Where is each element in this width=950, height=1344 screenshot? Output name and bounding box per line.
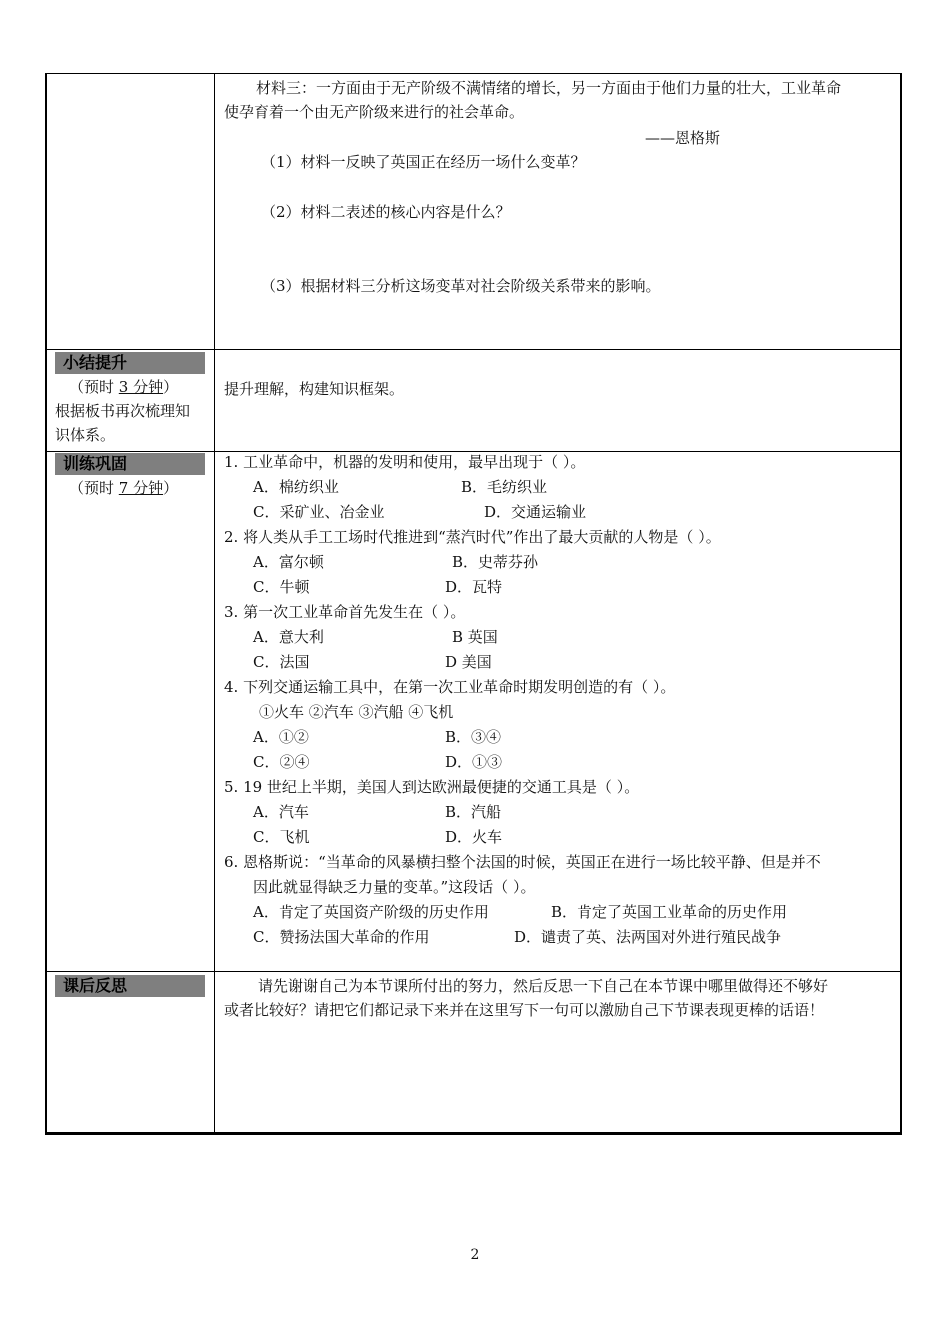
practice-q6-option-b: B．肯定了英国工业革命的历史作用 bbox=[551, 903, 788, 921]
practice-q3-stem: 3. 第一次工业革命首先发生在（ ）。 bbox=[224, 603, 466, 621]
practice-q2-option-b: B．史蒂芬孙 bbox=[452, 553, 539, 571]
row-divider-reflection bbox=[47, 971, 900, 972]
practice-q5-stem: 5. 19 世纪上半期，美国人到达欧洲最便捷的交通工具是（ ）。 bbox=[224, 778, 640, 796]
practice-q5-option-b: B．汽船 bbox=[445, 803, 502, 821]
lesson-table bbox=[45, 73, 902, 1135]
practice-q1-option-b: B．毛纺织业 bbox=[461, 478, 548, 496]
material3-line1: 材料三：一方面由于无产阶级不满情绪的增长，另一方面由于他们力量的壮大，工业革命 bbox=[256, 79, 842, 97]
summary-time-prefix: （预时 bbox=[69, 378, 119, 396]
practice-q4-stem: 4. 下列交通运输工具中，在第一次工业革命时期发明创造的有（ ）。 bbox=[224, 678, 676, 696]
practice-q2-option-c: C．牛顿 bbox=[253, 578, 310, 596]
practice-q4-option-a: A．①② bbox=[253, 728, 309, 746]
material3-source: ——恩格斯 bbox=[645, 129, 721, 147]
practice-q1-option-c: C．采矿业、冶金业 bbox=[253, 503, 385, 521]
summary-time-value: 3 分钟 bbox=[118, 378, 164, 396]
practice-q3-option-b: B 英国 bbox=[452, 628, 498, 646]
practice-q2-option-a: A．富尔顿 bbox=[253, 553, 324, 571]
practice-q3-option-c: C．法国 bbox=[253, 653, 310, 671]
practice-q4-items: ①火车 ②汽车 ③汽船 ④飞机 bbox=[259, 703, 454, 721]
summary-desc-line1: 根据板书再次梳理知 bbox=[55, 402, 191, 420]
practice-q1-option-a: A．棉纺织业 bbox=[253, 478, 339, 496]
practice-q5-option-d: D．火车 bbox=[445, 828, 503, 846]
practice-q4-option-b: B．③④ bbox=[445, 728, 502, 746]
question-3: （3）根据材料三分析这场变革对社会阶级关系带来的影响。 bbox=[261, 277, 661, 295]
practice-time-prefix: （预时 bbox=[69, 479, 119, 497]
practice-label: 训练巩固 bbox=[55, 453, 205, 475]
reflection-line1: 请先谢谢自己为本节课所付出的努力，然后反思一下自己在本节课中哪里做得还不够好 bbox=[258, 977, 829, 995]
practice-q4-option-c: C．②④ bbox=[253, 753, 310, 771]
material3-line2: 使孕育着一个由无产阶级来进行的社会革命。 bbox=[224, 103, 525, 121]
question-2: （2）材料二表述的核心内容是什么？ bbox=[261, 203, 511, 221]
page-number: 2 bbox=[470, 1247, 480, 1263]
practice-q6-option-d: D．谴责了英、法两国对外进行殖民战争 bbox=[514, 928, 782, 946]
practice-q1-stem: 1. 工业革命中，机器的发明和使用，最早出现于（ ）。 bbox=[224, 453, 586, 471]
practice-q1-option-d: D．交通运输业 bbox=[484, 503, 587, 521]
practice-q6-stem-line2: 因此就显得缺乏力量的变革。”这段话（ ）。 bbox=[253, 878, 536, 896]
question-1: （1）材料一反映了英国正在经历一场什么变革？ bbox=[261, 153, 586, 171]
practice-q2-stem: 2. 将人类从手工工场时代推进到“蒸汽时代”作出了最大贡献的人物是（ ）。 bbox=[224, 528, 721, 546]
practice-q3-option-a: A．意大利 bbox=[253, 628, 324, 646]
practice-q4-option-d: D．①③ bbox=[445, 753, 503, 771]
summary-desc-line2: 识体系。 bbox=[55, 426, 116, 444]
row-divider-summary bbox=[47, 349, 900, 350]
reflection-label: 课后反思 bbox=[55, 975, 205, 997]
reflection-line2: 或者比较好？请把它们都记录下来并在这里写下一句可以激励自己下节课表现更棒的话语！ bbox=[224, 1001, 825, 1019]
practice-q2-option-d: D．瓦特 bbox=[445, 578, 503, 596]
practice-time-value: 7 分钟 bbox=[118, 479, 164, 497]
practice-q5-option-a: A．汽车 bbox=[253, 803, 309, 821]
practice-q6-option-a: A．肯定了英国资产阶级的历史作用 bbox=[253, 903, 489, 921]
column-divider bbox=[214, 74, 215, 1132]
practice-q3-option-d: D 美国 bbox=[445, 653, 492, 671]
practice-time-suffix: ） bbox=[163, 479, 179, 497]
practice-q6-stem: 6. 恩格斯说：“当革命的风暴横扫整个法国的时候，英国正在进行一场比较平静、但是并不 bbox=[224, 853, 821, 871]
summary-time bbox=[69, 377, 178, 397]
practice-q5-option-c: C．飞机 bbox=[253, 828, 310, 846]
summary-content: 提升理解，构建知识框架。 bbox=[224, 380, 405, 398]
practice-q6-option-c: C．赞扬法国大革命的作用 bbox=[253, 928, 430, 946]
practice-time bbox=[69, 478, 178, 498]
summary-label: 小结提升 bbox=[55, 352, 205, 374]
summary-time-suffix: ） bbox=[163, 378, 179, 396]
